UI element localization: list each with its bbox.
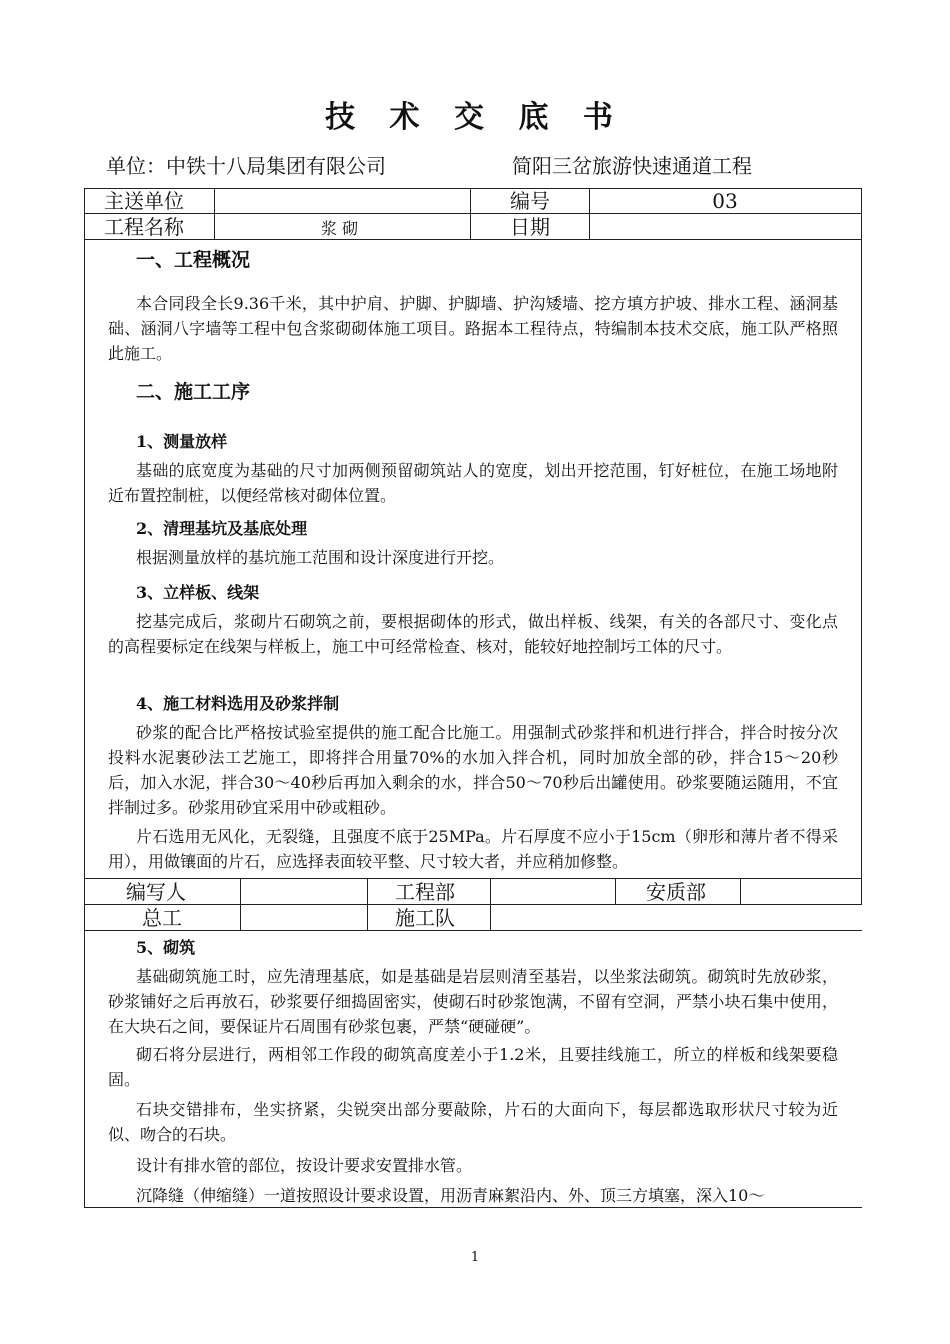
sub-2-title: 2、清理基坑及基底处理 [136, 519, 308, 538]
sub-5-title: 5、砌筑 [136, 938, 196, 957]
page-number: 1 [470, 1250, 480, 1265]
date-label: 日期 [510, 215, 550, 239]
sub-1-paragraph: 基础的底宽度为基础的尺寸加两侧预留砌筑站人的宽度，划出开挖范围，钉好桩位，在施工场地附近布置控制桩，以便经常核对砌体位置。 [108, 461, 838, 505]
sub-4-title: 4、施工材料选用及砂浆拌制 [136, 694, 340, 713]
sub-1-title: 1、测量放样 [136, 432, 228, 451]
project-name-label: 工程名称 [104, 215, 184, 239]
unit-line: 单位：中铁十八局集团有限公司 [106, 154, 386, 178]
number-value: 03 [712, 189, 738, 213]
sign-table-right [861, 878, 862, 904]
section-1-title: 一、工程概况 [136, 249, 251, 271]
writer-label: 编写人 [126, 880, 186, 904]
sub-5-paragraph-2: 砌石将分层进行，两相邻工作段的砌筑高度差小于1.2米，且要挂线施工，所立的样板和线架要稳固。 [108, 1045, 838, 1089]
table-left-border [84, 188, 85, 1208]
page-bottom-border [84, 1207, 862, 1208]
safety-dept-label: 安质部 [646, 880, 706, 904]
header-row-divider [84, 213, 862, 214]
number-label: 编号 [510, 189, 550, 213]
sign-col-1 [240, 878, 241, 930]
sign-table-bottom [84, 930, 862, 931]
sign-col-4 [615, 878, 616, 904]
sub-5-paragraph-3: 石块交错排布，坐实挤紧，尖锐突出部分要敲除，片石的大面向下，每层都选取形状尺寸较为近似、吻合的石块。 [108, 1100, 838, 1144]
sub-5-paragraph-1: 基础砌筑施工时，应先清理基底，如是基础是岩层则清至基岩，以坐浆法砌筑。砌筑时先放砂浆，砂浆铺好之后再放石，砂浆要仔细捣固密实，使砌石时砂浆饱满，不留有空洞，严禁小块石集中使用，在大块石之间，要保证片石周围有砂浆包裹，严禁“硬碰硬”。 [108, 967, 838, 1036]
construction-team-label: 施工队 [395, 906, 455, 930]
sub-3-paragraph: 挖基完成后，浆砌片石砌筑之前，要根据砌体的形式，做出样板、线架，有关的各部尺寸、变化点的高程要标定在线架与样板上，施工中可经常检查、核对，能较好地控制圬工体的尺寸。 [108, 612, 838, 656]
table-right-border [861, 188, 862, 878]
sub-2-paragraph: 根据测量放样的基坑施工范围和设计深度进行开挖。 [136, 548, 505, 567]
engineering-dept-label: 工程部 [395, 880, 455, 904]
send-unit-label: 主送单位 [104, 189, 184, 213]
sub-5-paragraph-5: 沉降缝（伸缩缝）一道按照设计要求设置，用沥青麻絮沿内、外、顶三方填塞，深入10～ [136, 1186, 765, 1205]
document-title: 技 术 交 底 书 [325, 100, 625, 135]
sign-col-2 [367, 878, 368, 930]
sub-4-paragraph-1: 砂浆的配合比严格按试验室提供的施工配合比施工。用强制式砂浆拌和机进行拌合，拌合时按分次投料水泥裹砂法工艺施工，即将拌合用量70%的水加入拌合机，同时加放全部的砂，拌合15～20秒后，加入水泥，拌合30～40秒后再加入剩余的水，拌合50～70秒后出罐使用。砂浆要随运随用，不宜拌制过多。砂浆用砂宜采用中砂或粗砂。 [108, 723, 838, 817]
sign-table-top [84, 878, 862, 879]
header-col-divider-1 [214, 188, 215, 239]
sub-4-paragraph-2: 片石选用无风化，无裂缝，且强度不底于25MPa。片石厚度不应小于15cm（卵形和薄片者不得采用），用做镶面的片石，应选择表面较平整、尺寸较大者，并应稍加修整。 [108, 827, 838, 871]
sub-5-paragraph-4: 设计有排水管的部位，按设计要求安置排水管。 [136, 1156, 473, 1175]
chief-engineer-label: 总工 [142, 906, 182, 930]
section-2-title: 二、施工工序 [136, 381, 251, 403]
project-name-line: 简阳三岔旅游快速通道工程 [512, 154, 752, 178]
header-col-divider-2 [470, 188, 471, 239]
section-1-paragraph: 本合同段全长9.36千米，其中护肩、护脚、护脚墙、护沟矮墙、挖方填方护坡、排水工程、涵洞基础、涵洞八字墙等工程中包含浆砌砌体施工项目。路据本工程待点，特编制本技术交底，施工队严格照此施工。 [108, 294, 838, 363]
project-name-value: 浆 砌 [321, 219, 359, 238]
header-bottom-border [84, 239, 862, 240]
sign-table-middle [84, 904, 862, 905]
sign-col-3 [490, 878, 491, 930]
sub-3-title: 3、立样板、线架 [136, 583, 260, 602]
sign-col-5 [740, 878, 741, 904]
